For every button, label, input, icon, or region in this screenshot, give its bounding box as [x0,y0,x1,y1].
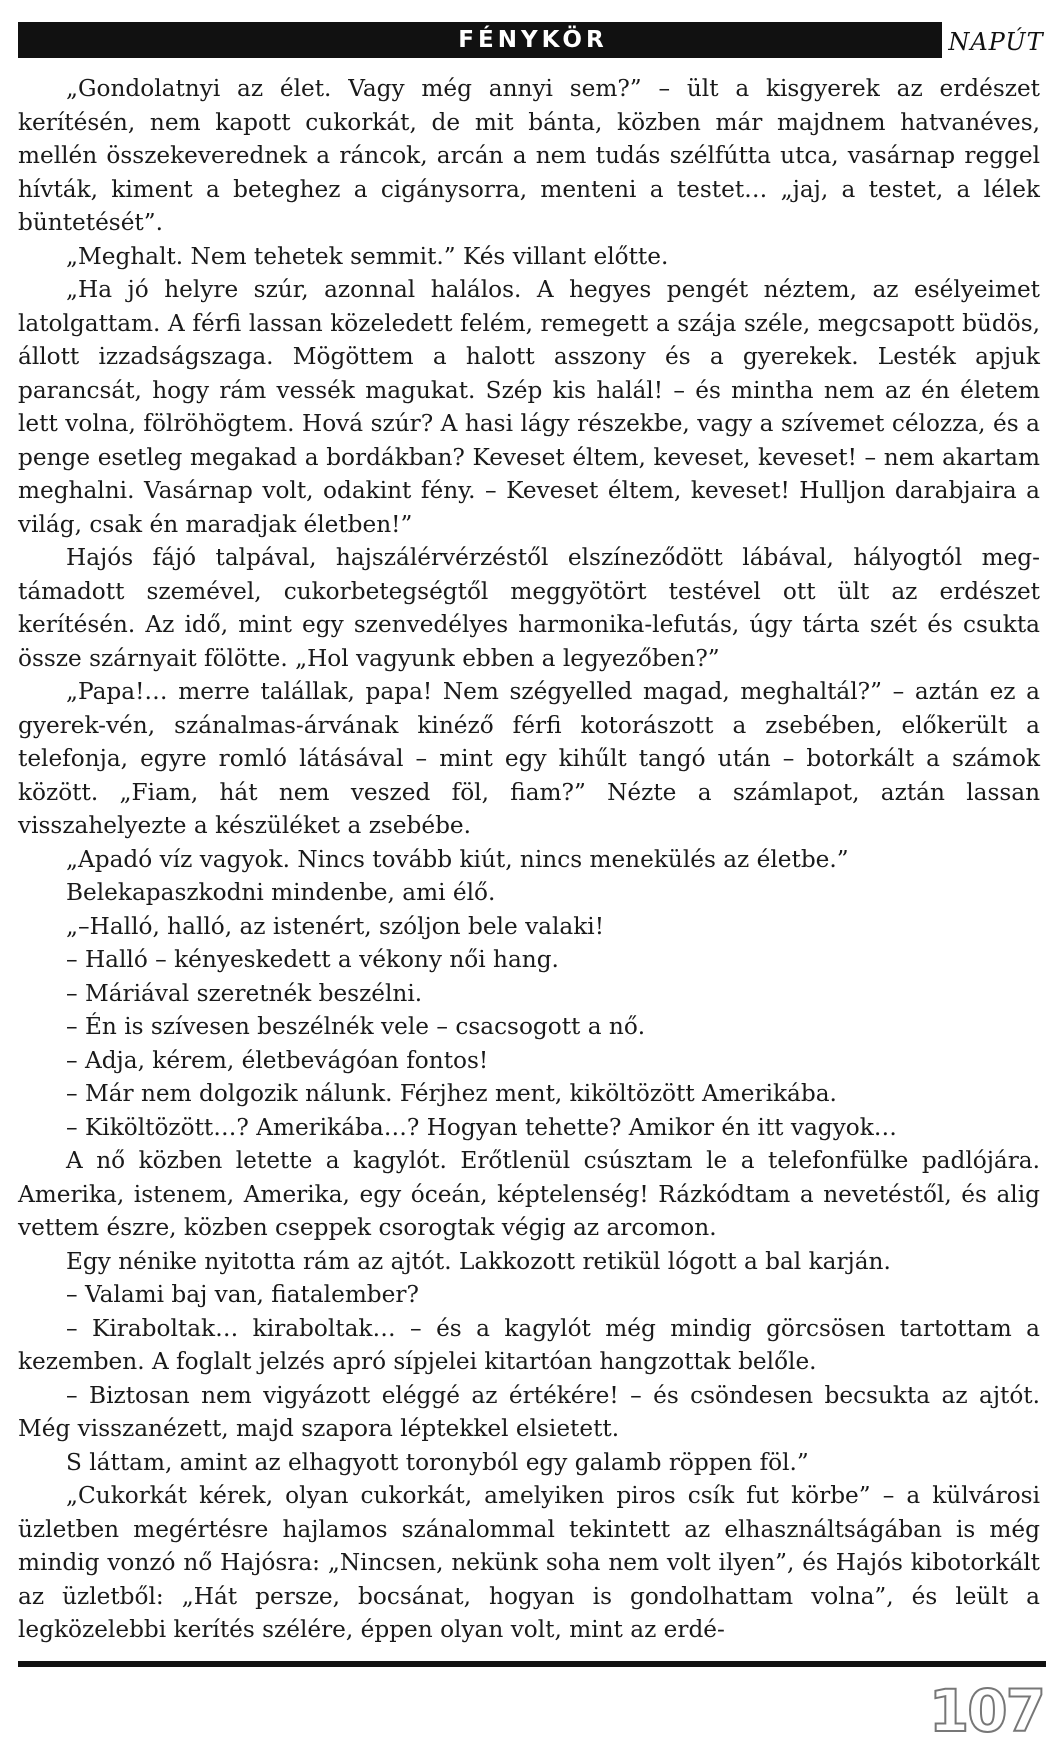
section-title: FÉNYKÖR [458,27,608,53]
paragraph: S láttam, amint az elhagyott toronyból egy galamb röppen föl.” [66,1448,809,1476]
footer-rule [18,1661,1046,1667]
dialogue-line: – Kiköltözött…? Amerikába…? Hogyan tehette? Amikor én itt vagyok… [66,1113,897,1141]
paragraph: „Apadó víz vagyok. Nincs tovább kiút, nincs menekülés az életbe.” [66,845,849,873]
paragraph: Hajós fájó talpával, hajszálérvérzéstől elszíneződött lábával, hályogtól megtámadott szemével, cukorbetegségtől meggyötört testével ott ült az erdészet kerítésén. Az idő, mint egy szenvedélyes harmonika-lefutás, úgy tárta szét és csukta össze szárnyait fölötte. „Hol vagyunk ebben a legyezőben?” [18,544,1040,672]
page-header [18,22,1048,58]
dialogue-line: – Már nem dolgozik nálunk. Férjhez ment, kiköltözött Amerikába. [66,1080,837,1107]
paragraph: „Papa!… merre talállak, papa! Nem szégyelled magad, meghaltál?” – aztán ez a gyerek-vén, szánalmas-árvának kinéző férfi kotorászott a zsebében, előkerült a telefonja, egyre romló látásával – mint egy kihűlt tangó után – botorkált a számok között. „Fiam, hát nem veszed föl, fiam?” Nézte a számlapot, aztán lassan visszahelyezte a készüléket a zsebébe. [18,678,1040,839]
paragraph: Egy nénike nyitotta rám az ajtót. Lakkozott retikül lógott a bal karján. [66,1247,891,1275]
paragraph: „Meghalt. Nem tehetek semmit.” Kés villant előtte. [66,242,669,270]
journal-logo: NAPÚT [942,22,1050,58]
article-body [18,72,1040,1647]
page-number: 107 [928,1677,1044,1745]
dialogue-line: – Kiraboltak… kiraboltak… – és a kagylót még mindig görcsösen tartottam a kezemben. A foglalt jelzés apró sípjelei kitartóan hangzottak belőle. [18,1314,1040,1375]
paragraph: „Gondolatnyi az élet. Vagy még annyi sem?” – ült a kisgyerek az erdészet kerítésén, nem kapott cukorkát, de mit bánta, közben már majdnem hatvanéves, mellén összekeverednek a ráncok, arcán a nem tudás szélfútta utca, vasárnap reggel hívták, kiment a beteghez a cigánysorra, menteni a testet… „jaj, a testet, a lélek büntetését”. [18,75,1040,236]
paragraph: Belekapaszkodni mindenbe, ami élő. [66,879,496,906]
dialogue-line: – Halló – kényeskedett a vékony női hang. [66,946,559,973]
dialogue-line: – Biztosan nem vigyázott eléggé az értékére! – és csöndesen becsukta az ajtót. Még visszanézett, majd szapora léptekkel elsietett. [18,1381,1040,1442]
paragraph: „Ha jó helyre szúr, azonnal halálos. A hegyes pengét néztem, az esélyeimet latolgattam. A férfi lassan közeledett felém, remegett a szája széle, megcsapott büdös, állott izzadságszaga. Mögöttem a halott asszony és a gyerekek. Lesték apjuk parancsát, hogy rám vessék magukat. Szép kis halál! – és mintha nem az én életem lett volna, fölröhögtem. Hová szúr? A hasi lágy részekbe, vagy a szívemet célozza, és a penge esetleg megakad a bordákban? Keveset éltem, keveset, keveset! – nem akartam meghalni. Vasárnap volt, odakint fény. – Keveset éltem, keveset! Hulljon darabjaira a világ, csak én maradjak életben!” [18,276,1040,538]
paragraph: „Cukorkát kérek, olyan cukorkát, amelyiken piros csík fut körbe” – a külvárosi üzletben megértésre hajlamos szánalommal tekintett az elhasználtságában is még mindig vonzó nő Hajósra: „Nincsen, nekünk soha nem volt ilyen”, és Hajós kibotorkált az üzletből: „Hát persze, bocsánat, hogyan is gondolhattam volna”, és leült a legközelebbi kerítés szélére, éppen olyan volt, mint az erdé- [18,1482,1040,1643]
dialogue-line: – Máriával szeretnék beszélni. [66,979,423,1007]
dialogue-line: – Valami baj van, fiatalember? [66,1281,419,1308]
dialogue-line: – Adja, kérem, életbevágóan fontos! [66,1046,489,1074]
dialogue-line: – Én is szívesen beszélnék vele – csacsogott a nő. [66,1013,646,1040]
paragraph: A nő közben letette a kagylót. Erőtlenül csúsztam le a telefonfülke padlójára. Amerika, istenem, Amerika, egy óceán, képtelenség! Rázkódtam a nevetéstől, és alig vettem észre, közben cseppek csorogtak végig az arcomon. [18,1147,1040,1241]
dialogue-line: „–Halló, halló, az istenért, szóljon bele valaki! [66,912,605,940]
